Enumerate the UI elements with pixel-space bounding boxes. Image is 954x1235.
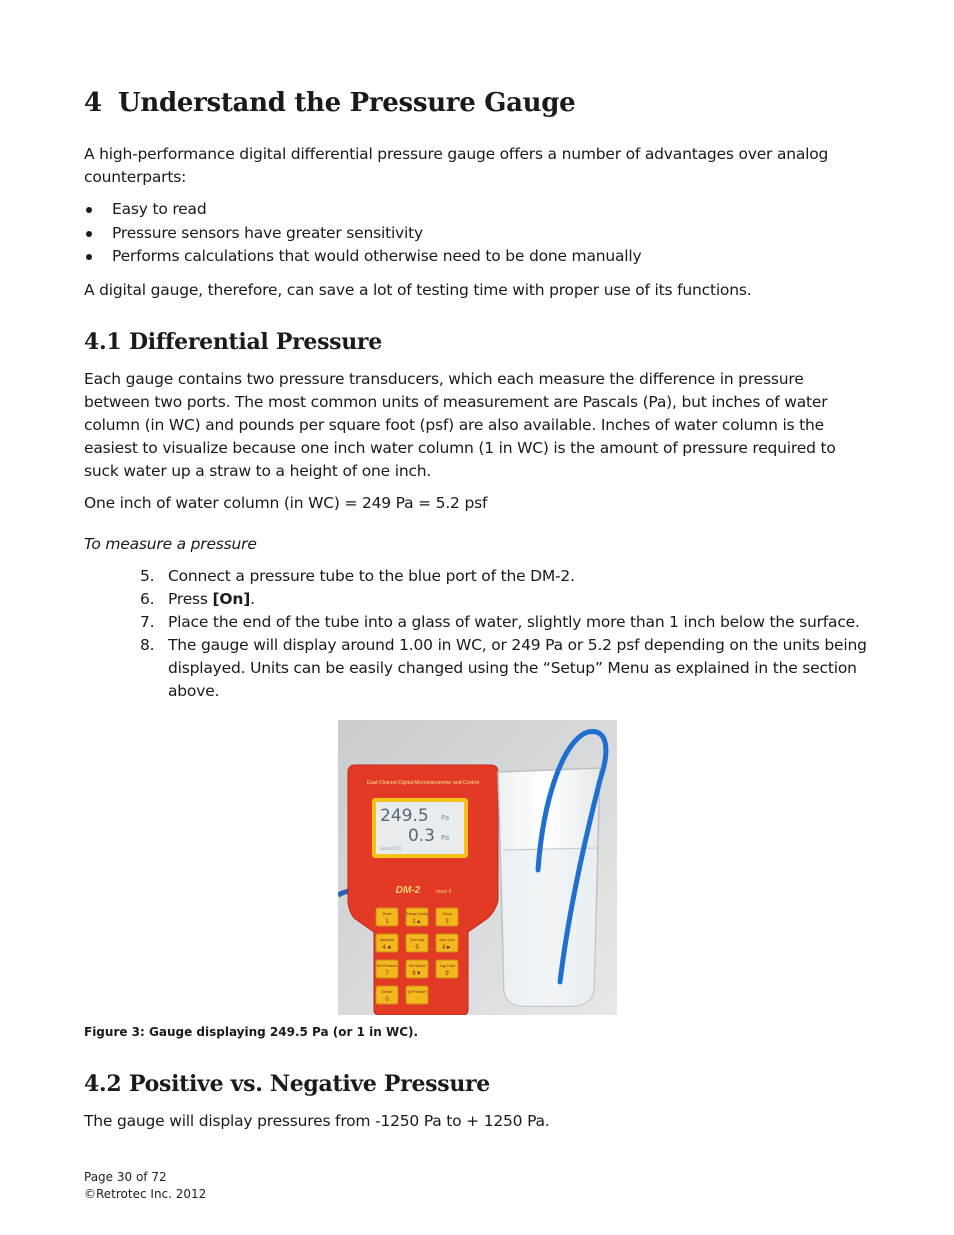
text-line: The gauge will display pressures from -1250 Pa to + 1250 Pa.	[84, 1112, 550, 1130]
keypad-key-label: Baseline	[380, 938, 394, 942]
page-number: Page 30 of 72	[84, 1170, 167, 1184]
copyright: ©Retrotec Inc. 2012	[84, 1187, 207, 1201]
page-footer	[84, 1169, 206, 1203]
keypad-key	[436, 934, 458, 952]
keypad-key-digit: 4◄	[382, 945, 392, 951]
text-line: A digital gauge, therefore, can save a lot of testing time with proper use of its functions.	[84, 281, 752, 299]
list-item	[84, 222, 641, 246]
keypad-key-label: Auto Zero	[439, 938, 455, 942]
on-key-label: [On]	[212, 590, 251, 608]
keypad-key-digit: 3	[445, 919, 449, 925]
step-item	[140, 634, 867, 703]
keypad-key-digit: ·	[416, 997, 418, 1003]
keypad-key	[376, 986, 398, 1004]
step-item	[140, 588, 867, 611]
section-heading	[84, 88, 575, 118]
keypad-key-digit: 7	[385, 971, 389, 977]
text-line: column (in WC) and pounds per square foot (psf) are also available. Inches of water column is the	[84, 416, 825, 434]
subsection-title: Differential Pressure	[129, 329, 382, 355]
list-item-text: Pressure sensors have greater sensitivity	[112, 223, 423, 242]
step-number: 7.	[140, 613, 155, 631]
equation-line	[84, 492, 864, 515]
reading-b-unit: Pa	[441, 834, 450, 842]
keypad-key	[376, 908, 398, 926]
step-number: 8.	[140, 636, 155, 654]
figure-caption: Figure 3: Gauge displaying 249.5 Pa (or 1 in WC).	[84, 1025, 419, 1039]
keypad-key-digit: 5	[415, 945, 419, 951]
text-line: suck water up a straw to a height of one inch.	[84, 462, 432, 480]
model-label: DM-2	[395, 885, 421, 896]
step-text-part: Press	[168, 590, 213, 608]
step-text: displayed. Units can be easily changed using the “Setup” Menu as explained in the section	[168, 659, 857, 677]
list-item-text: Easy to read	[112, 200, 207, 218]
step-item	[140, 565, 867, 588]
bullet-icon	[86, 254, 92, 260]
keypad-key-label: Time Avg	[409, 938, 425, 942]
keypad-key	[436, 908, 458, 926]
bullet-icon	[86, 207, 92, 213]
step-text: Connect a pressure tube to the blue port of the DM-2.	[168, 567, 575, 585]
differential-pressure-paragraph	[84, 368, 864, 483]
list-item-text: Performs calculations that would otherwise need to be done manually	[112, 247, 642, 265]
keypad-key-digit: 1	[385, 919, 389, 925]
intro-paragraph	[84, 143, 864, 189]
subsection-number: 4.1	[84, 329, 122, 355]
procedure-heading-text: To measure a pressure	[84, 535, 257, 553]
keypad-key-label: Setup	[442, 912, 452, 916]
subsection-title: Positive vs. Negative Pressure	[129, 1071, 491, 1097]
list-item	[84, 245, 641, 269]
subsection-heading-4-2	[84, 1071, 490, 1097]
keypad-key-label: Set Speed	[408, 964, 426, 968]
keypad-key-digit: 8▼	[412, 971, 422, 977]
step-text-part: .	[250, 590, 255, 608]
text-line: counterparts:	[84, 168, 187, 186]
procedure-heading	[84, 533, 864, 556]
step-text: above.	[168, 682, 220, 700]
model-suffix: mark II	[436, 889, 452, 895]
keypad-key-digit: 6►	[442, 945, 452, 951]
advantages-list	[84, 198, 641, 269]
keypad-key	[406, 908, 428, 926]
text-line: easiest to visualize because one inch water column (1 in WC) is the amount of pressure required to	[84, 439, 836, 457]
step-item	[140, 611, 867, 634]
water	[502, 848, 597, 1006]
gauge-photo	[338, 720, 617, 1015]
step-number: 5.	[140, 567, 155, 585]
bullet-icon	[86, 231, 92, 237]
keypad-key	[406, 960, 428, 978]
pressure-range-paragraph	[84, 1110, 864, 1133]
step-text	[168, 588, 867, 611]
step-text: Place the end of the tube into a glass of water, slightly more than 1 inch below the surface.	[168, 613, 860, 631]
keypad-key-label: Range Config	[406, 912, 428, 916]
keypad-key-label: Device	[381, 990, 393, 994]
step-number: 6.	[140, 590, 155, 608]
section-title: Understand the Pressure Gauge	[118, 88, 576, 118]
keypad-key	[406, 934, 428, 952]
keypad-key	[406, 986, 428, 1004]
procedure-steps	[140, 565, 867, 703]
keypad-key	[376, 960, 398, 978]
reading-a: 249.5	[380, 806, 429, 826]
reading-a-unit: Pa	[441, 814, 450, 822]
keypad-key-label: Set Pressure	[376, 964, 398, 968]
subsection-heading-4-1	[84, 329, 382, 355]
closing-paragraph	[84, 279, 864, 302]
keypad-key	[376, 934, 398, 952]
keypad-key	[436, 960, 458, 978]
reading-b: 0.3	[407, 826, 435, 846]
gauge-photo-illustration	[338, 720, 617, 1015]
section-number: 4	[84, 88, 102, 118]
subsection-number: 4.2	[84, 1071, 122, 1097]
text-line: Each gauge contains two pressure transducers, which each measure the difference in pressure	[84, 370, 804, 388]
keypad-key-label: @ Pressure	[407, 990, 427, 994]
keypad-key-label: Mode	[382, 912, 392, 916]
keypad-key-digit: 0	[385, 997, 389, 1003]
list-item	[84, 198, 641, 222]
keypad-key-digit: 9	[445, 971, 449, 977]
keypad-key-label: Jog/ Hold	[439, 964, 455, 968]
screen-status: Select [2]	[380, 847, 402, 852]
device-header-text: Dual-Channel Digital Micromanometer and Control	[367, 780, 479, 786]
step-text: The gauge will display around 1.00 in WC, or 249 Pa or 5.2 psf depending on the units being	[168, 636, 867, 654]
keypad-key-digit: 2▲	[412, 919, 422, 925]
text-line: between two ports. The most common units of measurement are Pascals (Pa), but inches of water	[84, 393, 828, 411]
equation-text: One inch of water column (in WC) = 249 Pa = 5.2 psf	[84, 494, 488, 512]
text-line: A high-performance digital differential pressure gauge offers a number of advantages over analog	[84, 145, 829, 163]
